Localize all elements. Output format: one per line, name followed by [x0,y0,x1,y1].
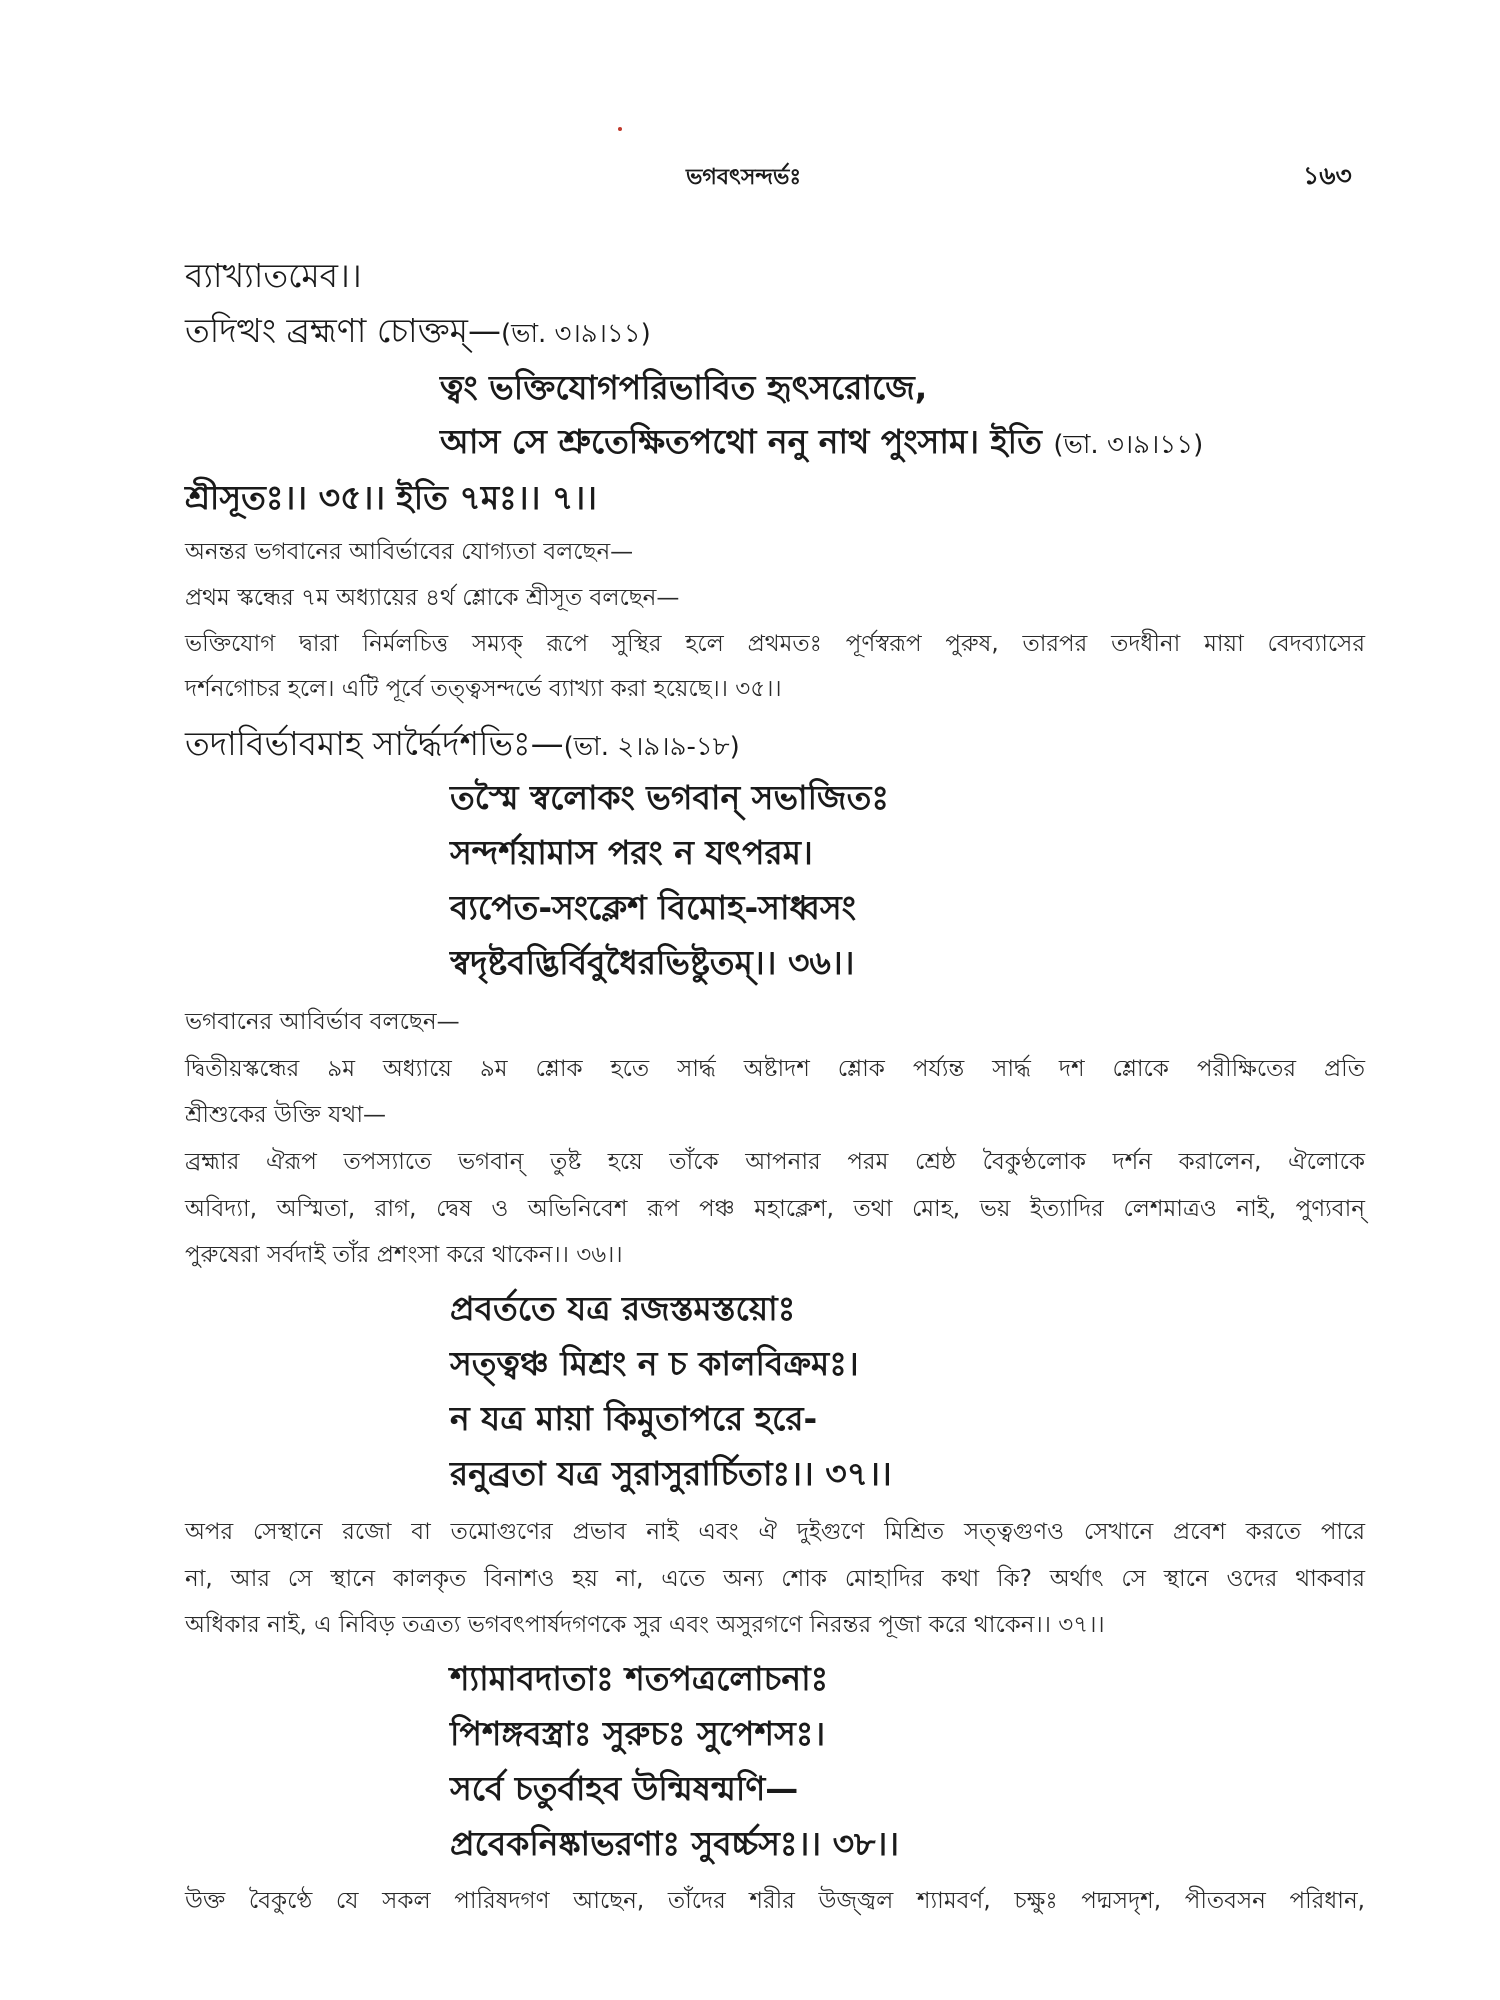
ink-speck [618,127,622,131]
verse-line: প্রবেকনিষ্কাভরণাঃ সুবর্চ্চসঃ।। ৩৮।। [450,1824,900,1863]
commentary-line: অনন্তর ভগবানের আবির্ভাবের যোগ্যতা বলছেন— [185,539,634,565]
verse-line: ব্যপেত-সংক্লেশ বিমোহ-সাধ্বসং [450,888,856,927]
commentary-line: শ্রীশুকের উক্তি যথা— [185,1102,386,1128]
commentary-line: ভক্তিযোগ দ্বারা নির্মলচিত্ত সম্যক্ রূপে সুস্থির হলে প্রথমতঃ পূর্ণস্বরূপ পুরুষ, তারপর তদধীনা মায়া বেদব্যাসের [185,631,1365,657]
commentary-line: অপর সেস্থানে রজো বা তমোগুণের প্রভাব নাই এবং ঐ দুইগুণে মিশ্রিত সত্ত্বগুণও সেখানে প্রবেশ করতে পারে [185,1519,1365,1545]
verse-line: ত্বং ভক্তিযোগপরিভাবিত হৃৎসরোজে, [440,368,928,407]
commentary-line: দর্শনগোচর হলে। এটি পূর্বে তত্ত্বসন্দর্ভে ব্যাখ্যা করা হয়েছে।। ৩৫।। [185,676,782,702]
commentary-line: প্রথম স্কন্ধের ৭ম অধ্যায়ের ৪র্থ শ্লোকে শ্রীসূত বলছেন— [185,585,680,611]
commentary-line: অবিদ্যা, অস্মিতা, রাগ, দ্বেষ ও অভিনিবেশ রূপ পঞ্চ মহাক্লেশ, তথা মোহ, ভয় ইত্যাদির লেশমাত্রও নাই, পুণ্যবান্ [185,1196,1365,1222]
verse-line: পিশঙ্গবস্ত্রাঃ সুরুচঃ সুপেশসঃ। [450,1714,826,1753]
verse-line: সর্বে চতুর্বাহব উন্মিষন্মণি— [450,1769,799,1808]
verse-line: শ্যামাবদাতাঃ শতপত্রলোচনাঃ [450,1659,829,1698]
verse-line: সত্ত্বঞ্চ মিশ্রং ন চ কালবিক্রমঃ। [450,1344,859,1383]
commentary-line: ব্রহ্মার ঐরূপ তপস্যাতে ভগবান্ তুষ্ট হয়ে তাঁকে আপনার পরম শ্রেষ্ঠ বৈকুণ্ঠলোক দর্শন করালেন, ঐলোকে [185,1149,1365,1175]
verse-line: প্রবর্ততে যত্র রজস্তমস্তয়োঃ [450,1289,796,1328]
commentary-line: দ্বিতীয়স্কন্ধের ৯ম অধ্যায়ে ৯ম শ্লোক হতে সার্দ্ধ অষ্টাদশ শ্লোক পর্য্যন্ত সার্দ্ধ দশ শ্লোকে পরীক্ষিতের প্রতি [185,1056,1365,1082]
commentary-line: পুরুষেরা সর্বদাই তাঁর প্রশংসা করে থাকেন।। ৩৬।। [185,1242,623,1268]
verse-line: সন্দর্শয়ামাস পরং ন যৎপরম। [450,833,813,872]
text-line-body: তদিত্থং ব্রহ্মণা চোক্তম্— [185,311,501,350]
commentary-line: না, আর সে স্থানে কালকৃত বিনাশও হয় না, এতে অন্য শোক মোহাদির কথা কি? অর্থাৎ সে স্থানে ওদের থাকবার [185,1566,1365,1592]
text-line: ব্যাখ্যাতমেব।। [185,256,362,295]
commentary-line: ভগবানের আবির্ভাব বলছেন— [185,1009,460,1035]
text-line [185,718,740,774]
verse-line: রনুব্রতা যত্র সুরাসুরার্চিতাঃ।। ৩৭।। [450,1454,892,1493]
verse-line: তস্মৈ স্বলোকং ভগবান্ সভাজিতঃ [450,778,889,817]
scripture-reference: (ভা. ২।৯।৯-১৮) [563,732,740,762]
verse-line: ন যত্র মায়া কিমুতাপরে হরে- [450,1399,818,1438]
page-number: ১৬৩ [1303,161,1352,190]
verse-line [440,416,1203,472]
scripture-reference: (ভা. ৩।৯।১১) [500,319,651,349]
verse-line-body: আস সে শ্রুতেক্ষিতপথো ননু নাথ পুংসাম। ইতি [440,422,1042,461]
scripture-reference: (ভা. ৩।৯।১১) [1053,430,1204,460]
running-title: ভগবৎসন্দর্ভঃ [686,165,802,190]
verse-closing: শ্রীসূতঃ।। ৩৫।। ইতি ৭মঃ।। ৭।। [185,478,597,517]
commentary-line: অধিকার নাই, এ নিবিড় তত্রত্য ভগবৎপার্ষদগণকে সুর এবং অসুরগণে নিরন্তর পূজা করে থাকেন।। ৩৭।। [185,1612,1105,1638]
verse-line: স্বদৃষ্টবদ্ভির্বিবুধৈরভিষ্টুতম্।। ৩৬।। [450,943,855,982]
commentary-line: উক্ত বৈকুণ্ঠে যে সকল পারিষদগণ আছেন, তাঁদের শরীর উজ্জ্বল শ্যামবর্ণ, চক্ষুঃ পদ্মসদৃশ, পীতবসন পরিধান, [185,1888,1365,1914]
text-line [185,305,651,361]
text-line-body: তদাবির্ভাবমাহ সার্দ্ধৈর্দশভিঃ— [185,724,564,763]
